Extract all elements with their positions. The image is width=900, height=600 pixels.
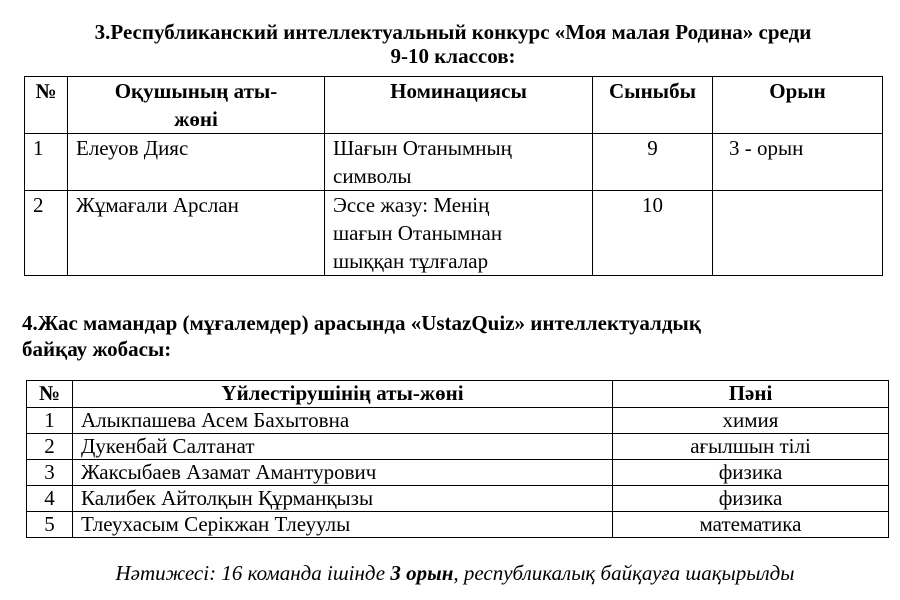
table-row <box>27 460 889 486</box>
grade: 10 <box>593 191 713 276</box>
row-num: 2 <box>27 434 73 460</box>
nomination-line3: шыққан тұлғалар <box>333 249 489 273</box>
result-note <box>24 560 886 586</box>
col-header-num: № <box>27 381 73 408</box>
col-header-coordinator-name: Үйлестірушінің аты-жөні <box>73 381 613 408</box>
col-header-nomination: Номинациясы <box>325 77 593 134</box>
result-place: 3 орын <box>390 561 454 585</box>
section3-heading <box>22 20 884 68</box>
table-row <box>25 134 883 191</box>
row-num: 4 <box>27 486 73 512</box>
subject: химия <box>613 408 889 434</box>
student-name: Елеуов Дияс <box>68 134 325 191</box>
section4-heading <box>22 310 862 362</box>
col-header-subject: Пәні <box>613 381 889 408</box>
section4-title-line1: 4.Жас мамандар (мұғалемдер) арасында «UstazQuiz» интеллектуалдық <box>22 311 701 335</box>
subject: физика <box>613 460 889 486</box>
table-row <box>27 512 889 538</box>
table-header-row <box>27 381 889 408</box>
nomination-line2: символы <box>333 164 412 188</box>
section3-title-line1: 3.Республиканский интеллектуальный конкурс «Моя малая Родина» среди <box>94 20 812 44</box>
col-header-student-name-line1: Оқушының аты- <box>114 79 278 103</box>
col-header-place: Орын <box>713 77 883 134</box>
row-num: 1 <box>27 408 73 434</box>
table-row <box>25 191 883 276</box>
table-row <box>27 486 889 512</box>
nomination <box>325 191 593 276</box>
coordinator-name: Тлеухасым Серікжан Тлеуулы <box>73 512 613 538</box>
student-name: Жұмағали Арслан <box>68 191 325 276</box>
coordinator-name: Жаксыбаев Азамат Амантурович <box>73 460 613 486</box>
nomination-line1: Шағын Отанымның <box>333 136 512 160</box>
coordinator-name: Дукенбай Салтанат <box>73 434 613 460</box>
coordinator-name: Алыкпашева Асем Бахытовна <box>73 408 613 434</box>
coordinator-name: Калибек Айтолқын Құрманқызы <box>73 486 613 512</box>
table-header-row <box>25 77 883 134</box>
col-header-student-name-line2: жөні <box>174 107 218 131</box>
table-row <box>27 434 889 460</box>
nomination-line2: шағын Отанымнан <box>333 221 503 245</box>
col-header-num: № <box>25 77 68 134</box>
table-row <box>27 408 889 434</box>
col-header-grade: Сыныбы <box>593 77 713 134</box>
contest-results-table <box>24 76 883 276</box>
subject: физика <box>613 486 889 512</box>
place: 3 - орын <box>713 134 883 191</box>
section4-title-line2: байқау жобасы: <box>22 337 172 361</box>
nomination-line1: Эссе жазу: Менің <box>333 193 490 217</box>
row-num: 5 <box>27 512 73 538</box>
grade: 9 <box>593 134 713 191</box>
section3-title-line2: 9-10 классов: <box>390 44 516 68</box>
place <box>713 191 883 276</box>
coordinators-table <box>26 380 889 538</box>
col-header-student-name <box>68 77 325 134</box>
row-num: 1 <box>25 134 68 191</box>
result-prefix: Нәтижесі: 16 команда ішінде <box>115 561 391 585</box>
nomination <box>325 134 593 191</box>
result-suffix: , республикалық байқауға шақырылды <box>453 561 795 585</box>
row-num: 3 <box>27 460 73 486</box>
subject: ағылшын тілі <box>613 434 889 460</box>
subject: математика <box>613 512 889 538</box>
row-num: 2 <box>25 191 68 276</box>
